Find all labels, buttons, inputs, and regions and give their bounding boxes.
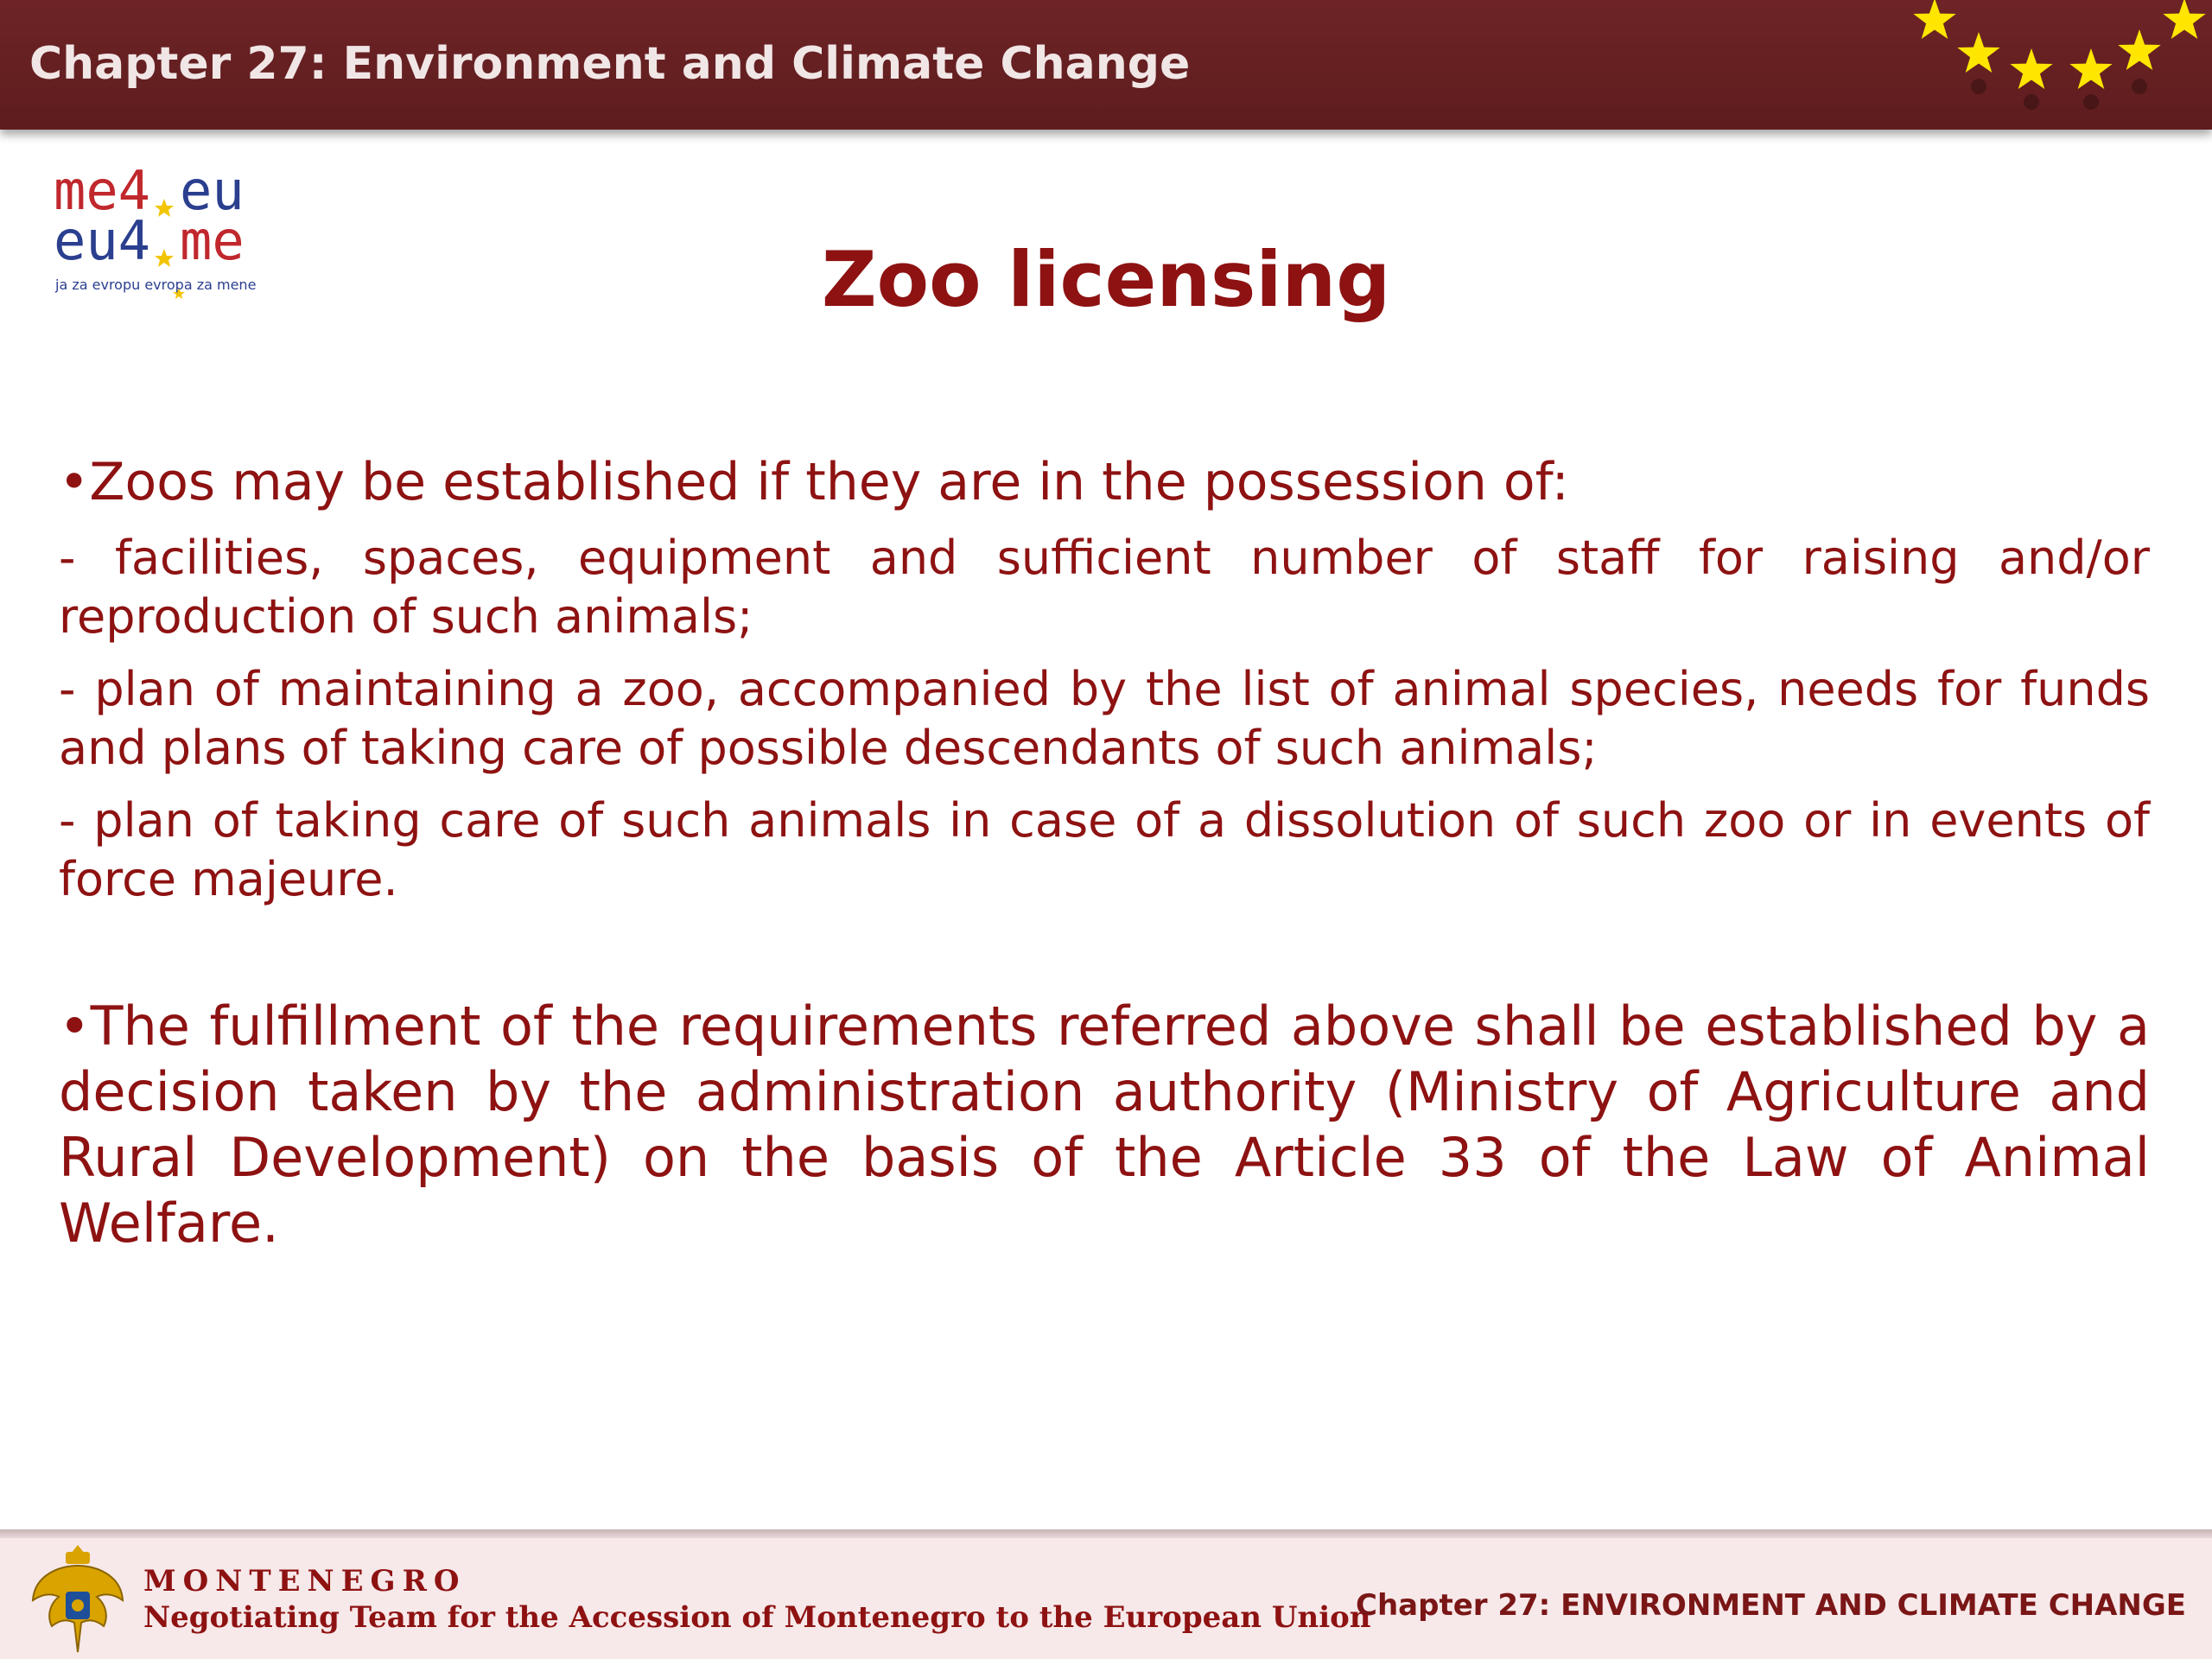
bullet-fulfillment: •The fulfillment of the requirements referred above shall be established by a decision taken by the administration authority (Ministry of Agriculture and Rural Development) on the basis of the Article 33 of the Law of Animal Welfare.: [59, 995, 2150, 1255]
logo-line1-part2: eu: [180, 164, 245, 222]
eu-stars-icon: [1866, 0, 2212, 130]
footer-country: MONTENEGRO: [143, 1564, 467, 1599]
logo-line2-part1: eu4: [54, 209, 150, 272]
slide-title: [0, 235, 2212, 324]
header-bar: [0, 0, 2212, 130]
footer-chapter: Chapter 27: ENVIRONMENT AND CLIMATE CHANGE: [1356, 1588, 2186, 1623]
logo-line2-part2: me: [180, 209, 245, 272]
list-item: - plan of taking care of such animals in case of a dissolution of such zoo or in events of force majeure.: [59, 793, 2150, 906]
bullet-possession: •Zoos may be established if they are in the possession of:: [59, 452, 1569, 512]
list-item: - facilities, spaces, equipment and sufficient number of staff for raising and/or reproduction of such animals;: [59, 531, 2150, 644]
list-item: - plan of maintaining a zoo, accompanied by the list of animal species, needs for funds and plans of taking care of possible descendants of such animals;: [59, 662, 2150, 775]
footer-divider: [0, 1529, 2212, 1538]
logo-tagline: ja za evropu evropa za mene: [55, 276, 257, 293]
slide-body: [59, 449, 2150, 1256]
header-title: Chapter 27: Environment and Climate Change: [29, 38, 1191, 90]
footer-team: Negotiating Team for the Accession of Montenegro to the European Union: [143, 1600, 1371, 1635]
slide-title-text: Zoo licensing: [821, 235, 1391, 324]
montenegro-coat-of-arms-icon: [26, 1540, 130, 1657]
logo-line1-part1: me4: [54, 164, 150, 222]
